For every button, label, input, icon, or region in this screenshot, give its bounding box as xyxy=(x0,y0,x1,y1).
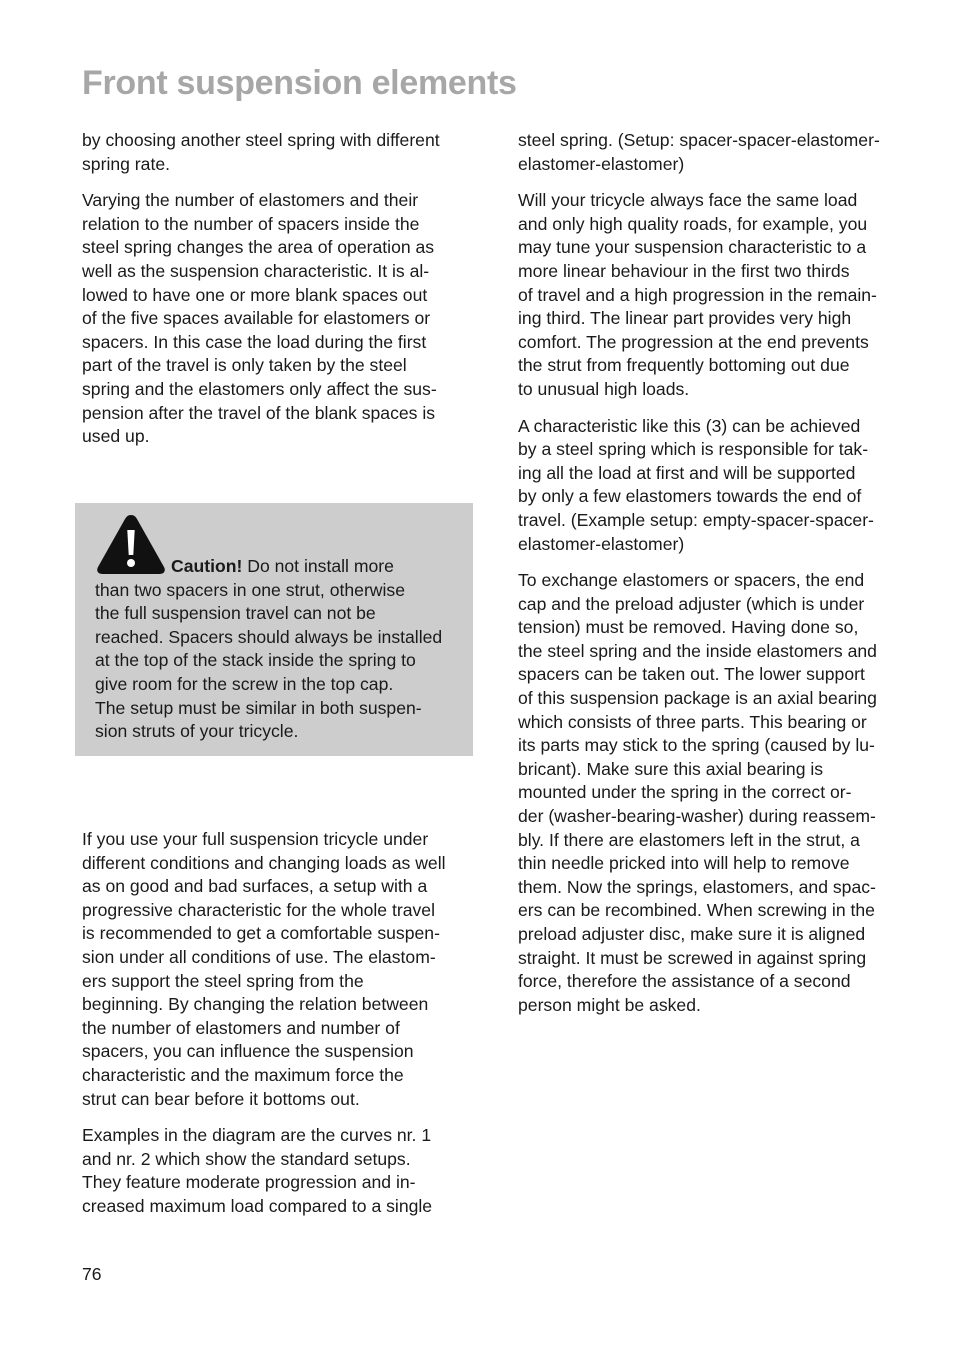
text-line: spring rate. xyxy=(82,153,171,174)
text-line: by choosing another steel spring with different xyxy=(82,130,440,150)
text-line: elastomer-elastomer) xyxy=(518,533,685,554)
text-line: lowed to have one or more blank spaces out xyxy=(82,284,428,305)
right-column xyxy=(518,129,910,1030)
text-line: of travel and a high progression in the remain- xyxy=(518,284,877,305)
left-column-top xyxy=(82,129,474,462)
text-line: ers support the steel spring from the xyxy=(82,970,364,991)
text-line: beginning. By changing the relation between xyxy=(82,994,429,1015)
text-line: which consists of three parts. This bearing or xyxy=(518,711,867,732)
text-line: A characteristic like this (3) can be achieved xyxy=(518,415,861,436)
text-line: the strut from frequently bottoming out due xyxy=(518,355,850,376)
paragraph xyxy=(518,129,910,176)
text-line: tension) must be removed. Having done so, xyxy=(518,617,859,638)
text-line: person might be asked. xyxy=(518,994,701,1015)
text-line: steel spring changes the area of operation as xyxy=(82,237,435,258)
text-line: and nr. 2 which show the standard setups. xyxy=(82,1148,411,1169)
text-line: travel. (Example setup: empty-spacer-spacer- xyxy=(518,509,874,530)
caution-text xyxy=(95,555,467,744)
caution-line: at the top of the stack inside the spring to xyxy=(95,650,416,671)
caution-line: reached. Spacers should always be installed xyxy=(95,626,443,647)
paragraph xyxy=(518,569,910,1017)
caution-line: than two spacers in one strut, otherwise xyxy=(95,579,406,600)
caution-line: The setup must be similar in both suspen- xyxy=(95,697,422,718)
text-line: used up. xyxy=(82,426,150,447)
text-line: pension after the travel of the blank spaces is xyxy=(82,402,436,423)
text-line: part of the travel is only taken by the steel xyxy=(82,355,407,376)
caution-line: give room for the screw in the top cap. xyxy=(95,673,394,694)
text-line: creased maximum load compared to a single xyxy=(82,1195,433,1216)
caution-text-start: Do not install more xyxy=(242,556,394,576)
text-line: spacers, you can influence the suspension xyxy=(82,1041,414,1062)
text-line: characteristic and the maximum force the xyxy=(82,1064,404,1085)
page-number: 76 xyxy=(82,1264,102,1284)
text-line: force, therefore the assistance of a second xyxy=(518,971,851,992)
text-line: Varying the number of elastomers and their xyxy=(82,190,419,211)
caution-label: Caution! xyxy=(171,556,243,576)
text-line: them. Now the springs, elastomers, and spac- xyxy=(518,876,876,897)
text-line: bricant). Make sure this axial bearing is xyxy=(518,758,824,779)
text-line: to unusual high loads. xyxy=(518,378,690,399)
text-line: comfort. The progression at the end prevents xyxy=(518,331,869,352)
paragraph xyxy=(82,1124,474,1218)
text-line: the number of elastomers and number of xyxy=(82,1017,400,1038)
text-line: If you use your full suspension tricycle under xyxy=(82,829,429,849)
text-line: and only high quality roads, for example, you xyxy=(518,213,868,234)
page-title: Front suspension elements xyxy=(82,64,517,102)
text-line: straight. It must be screwed in against spring xyxy=(518,947,867,968)
text-line: sion under all conditions of use. The elastom- xyxy=(82,946,436,967)
text-line: They feature moderate progression and in- xyxy=(82,1172,416,1193)
text-line: cap and the preload adjuster (which is under xyxy=(518,593,865,614)
paragraph xyxy=(82,189,474,449)
paragraph xyxy=(518,415,910,557)
text-line: ers can be recombined. When screwing in the xyxy=(518,900,875,921)
text-line: Will your tricycle always face the same load xyxy=(518,190,858,211)
paragraph xyxy=(82,828,474,1111)
text-line: as on good and bad surfaces, a setup with a xyxy=(82,876,428,897)
text-line: progressive characteristic for the whole travel xyxy=(82,899,436,920)
text-line: spacers. In this case the load during the first xyxy=(82,331,427,352)
paragraph xyxy=(82,129,474,176)
text-line: To exchange elastomers or spacers, the end xyxy=(518,570,865,591)
text-line: ing all the load at first and will be supported xyxy=(518,462,856,483)
caution-box xyxy=(75,503,473,756)
text-line: spring and the elastomers only affect the sus- xyxy=(82,378,437,399)
text-line: the steel spring and the inside elastomers and xyxy=(518,640,877,661)
text-line: bly. If there are elastomers left in the strut, a xyxy=(518,829,860,850)
text-line: strut can bear before it bottoms out. xyxy=(82,1088,360,1109)
text-line: may tune your suspension characteristic to a xyxy=(518,237,867,258)
text-line: well as the suspension characteristic. It is al- xyxy=(82,260,430,281)
caution-line: sion struts of your tricycle. xyxy=(95,721,299,742)
text-line: steel spring. (Setup: spacer-spacer-elastomer- xyxy=(518,130,880,150)
text-line: by only a few elastomers towards the end of xyxy=(518,486,862,507)
text-line: thin needle pricked into will help to remove xyxy=(518,853,850,874)
text-line: of this suspension package is an axial bearing xyxy=(518,688,877,709)
text-line: ing third. The linear part provides very high xyxy=(518,308,852,329)
paragraph xyxy=(518,189,910,401)
text-line: different conditions and changing loads as well xyxy=(82,852,446,873)
text-line: by a steel spring which is responsible for tak- xyxy=(518,439,869,460)
text-line: der (washer-bearing-washer) during reassem- xyxy=(518,806,876,827)
caution-line: the full suspension travel can not be xyxy=(95,603,376,624)
text-line: spacers can be taken out. The lower support xyxy=(518,664,865,685)
text-line: preload adjuster disc, make sure it is aligned xyxy=(518,924,866,944)
text-line: is recommended to get a comfortable suspen- xyxy=(82,923,440,944)
text-line: mounted under the spring in the correct or- xyxy=(518,782,852,803)
text-line: its parts may stick to the spring (caused by lu- xyxy=(518,735,875,756)
text-line: Examples in the diagram are the curves nr. 1 xyxy=(82,1125,432,1146)
text-line: elastomer-elastomer) xyxy=(518,153,685,174)
text-line: more linear behaviour in the first two thirds xyxy=(518,260,850,281)
left-column-bottom xyxy=(82,828,474,1232)
text-line: of the five spaces available for elastomers or xyxy=(82,308,431,329)
text-line: relation to the number of spacers inside the xyxy=(82,213,420,234)
